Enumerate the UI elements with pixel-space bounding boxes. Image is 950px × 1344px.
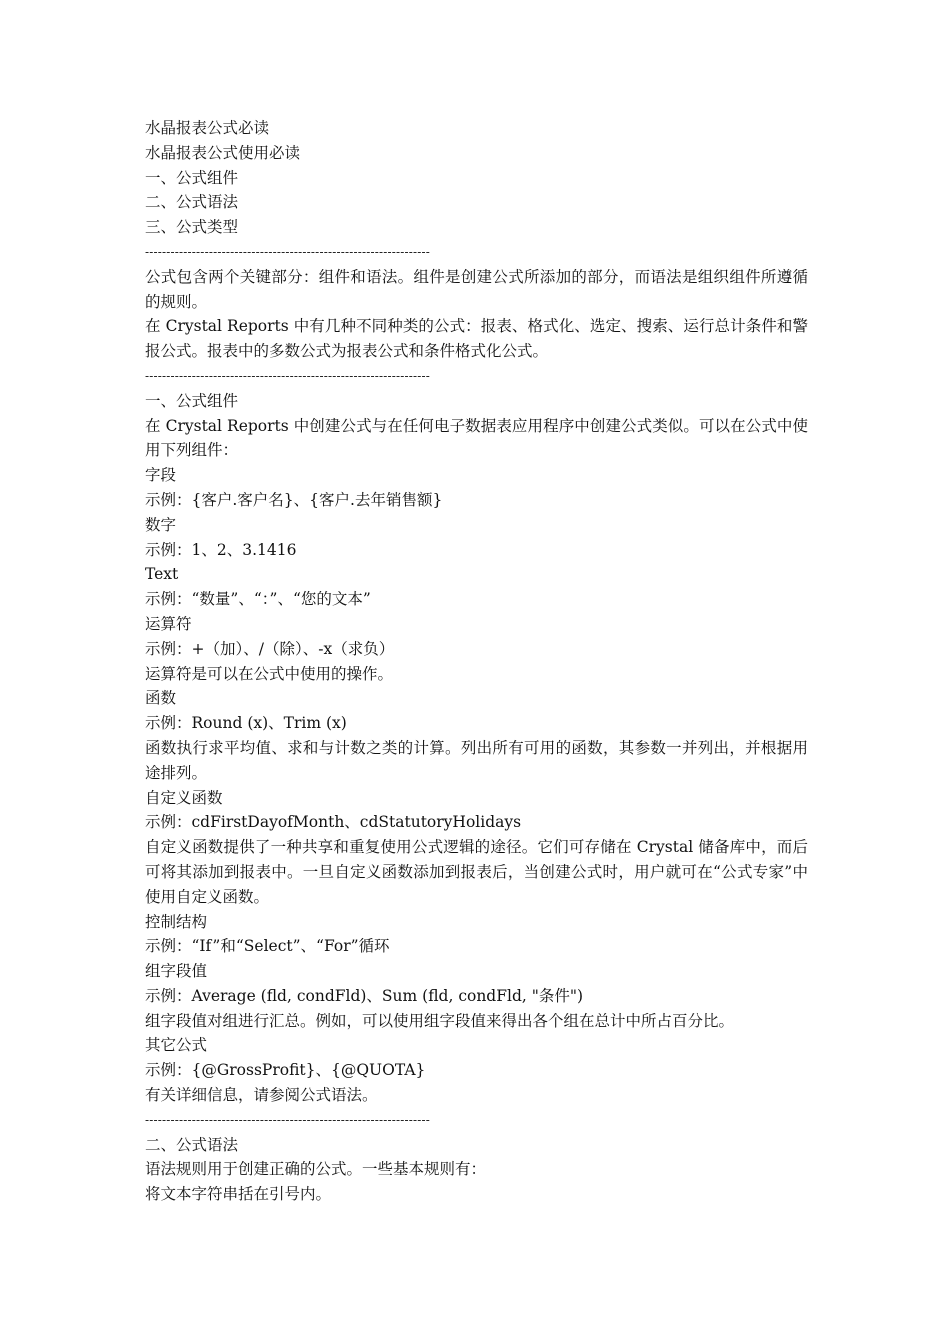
section-heading-syntax: 二、公式语法 xyxy=(145,1135,239,1154)
document-title: 水晶报表公式必读 xyxy=(145,119,270,137)
section-divider: ------------------------------------------------------------------- xyxy=(145,244,431,259)
intro-paragraph: 在 Crystal Reports 中有几种不同种类的公式：报表、格式化、选定、搜索、运行总计条件和警报公式。报表中的多数公式为报表公式和条件格式化公式。 xyxy=(145,317,808,361)
syntax-intro: 语法规则用于创建正确的公式。一些基本规则有： xyxy=(145,1160,487,1179)
toc-item-types: 三、公式类型 xyxy=(145,218,239,237)
section-heading-components: 一、公式组件 xyxy=(145,391,239,410)
component-label: 其它公式 xyxy=(145,1036,208,1055)
document-page xyxy=(145,116,808,1207)
component-example: 示例：Round (x)、Trim (x) xyxy=(145,714,347,733)
component-example: 示例：“数量”、“：”、“您的文本” xyxy=(145,590,371,609)
component-label: 运算符 xyxy=(145,614,192,633)
component-example: 示例：cdFirstDayofMonth、cdStatutoryHolidays xyxy=(145,813,522,832)
component-label: 数字 xyxy=(145,515,177,534)
component-example: 示例：Average (fld, condFld)、Sum (fld, condFld, "条件") xyxy=(145,986,584,1005)
toc-item-syntax: 二、公式语法 xyxy=(145,193,239,212)
component-label: Text xyxy=(145,565,179,584)
component-label: 组字段值 xyxy=(145,962,208,981)
component-description: 运算符是可以在公式中使用的操作。 xyxy=(145,664,394,683)
components-intro: 在 Crystal Reports 中创建公式与在任何电子数据表应用程序中创建公式类似。可以在公式中使用下列组件： xyxy=(145,416,808,460)
component-label: 自定义函数 xyxy=(145,788,223,807)
component-description: 函数执行求平均值、求和与计数之类的计算。列出所有可用的函数，其参数一并列出，并根据用途排列。 xyxy=(145,738,808,782)
document-subtitle: 水晶报表公式使用必读 xyxy=(145,143,301,162)
component-description: 组字段值对组进行汇总。例如，可以使用组字段值来得出各个组在总计中所占百分比。 xyxy=(145,1011,735,1030)
intro-paragraph: 公式包含两个关键部分：组件和语法。组件是创建公式所添加的部分，而语法是组织组件所遵循的规则。 xyxy=(145,267,808,311)
component-example: 示例：“If”和“Select”、“For”循环 xyxy=(145,937,390,956)
syntax-rule: 将文本字符串括在引号内。 xyxy=(145,1185,332,1204)
component-example: 示例：+（加）、/（除）、-x（求负） xyxy=(145,639,395,658)
component-label: 函数 xyxy=(145,689,177,708)
component-label: 控制结构 xyxy=(145,912,208,931)
component-example: 示例：1、2、3.1416 xyxy=(145,540,297,559)
section-divider: ------------------------------------------------------------------- xyxy=(145,368,431,383)
component-description: 自定义函数提供了一种共享和重复使用公式逻辑的途径。它们可存储在 Crystal 储备库中，而后可将其添加到报表中。一旦自定义函数添加到报表后，当创建公式时，用户就可在“公式专家”中使用自定义函数。 xyxy=(145,838,808,906)
component-description: 有关详细信息，请参阅公式语法。 xyxy=(145,1086,378,1105)
section-divider: ------------------------------------------------------------------- xyxy=(145,1112,431,1127)
component-label: 字段 xyxy=(145,466,177,485)
component-example: 示例：{@GrossProfit}、{@QUOTA} xyxy=(145,1061,426,1080)
component-example: 示例：{客户.客户名}、{客户.去年销售额} xyxy=(145,490,443,509)
toc-item-components: 一、公式组件 xyxy=(145,168,239,187)
